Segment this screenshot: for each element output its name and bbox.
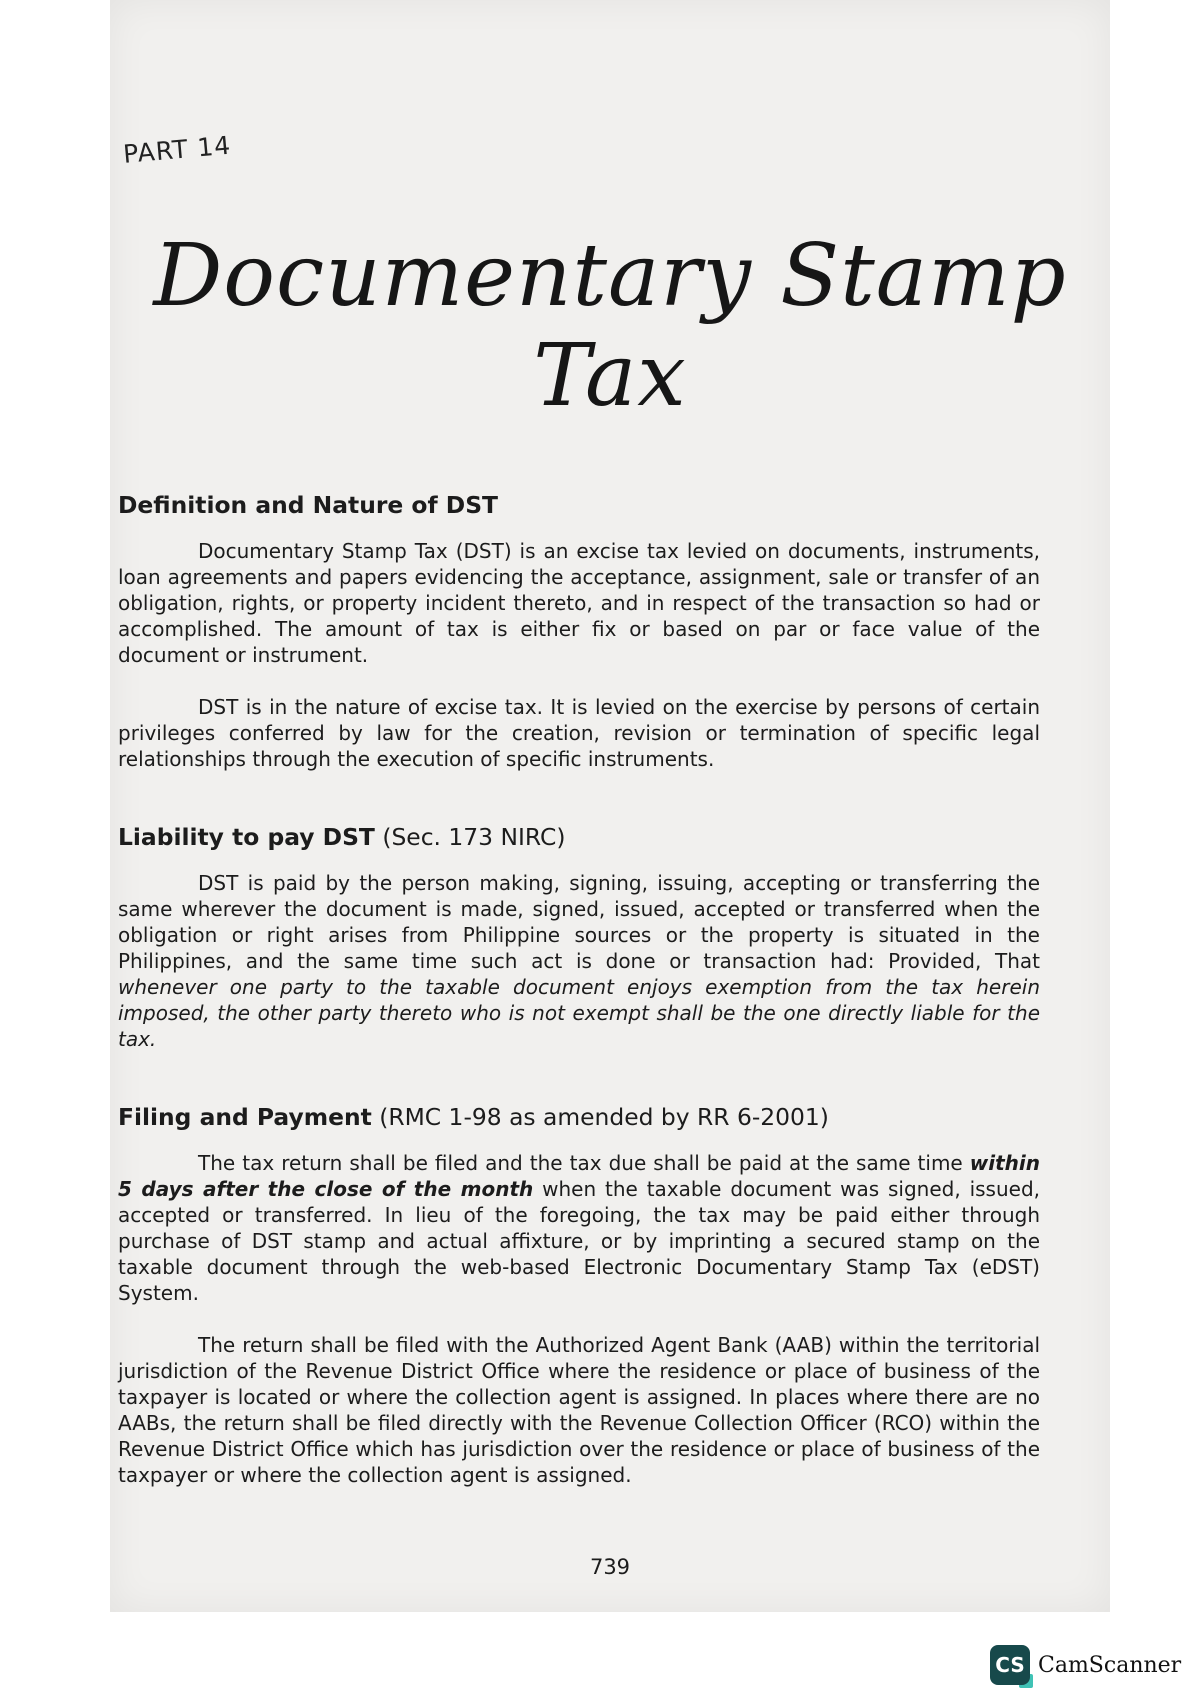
filing-deadline-emphasis: within 5 days after the close of the month (118, 1151, 1040, 1201)
section-heading-filing (118, 1104, 1040, 1130)
filing-text-before: The tax return shall be filed and the tax due shall be paid at the same time (198, 1151, 970, 1175)
section-heading-definition (118, 492, 1040, 518)
paragraph-nature: DST is in the nature of excise tax. It is levied on the exercise by persons of certain privileges conferred by law for the creation, revision or termination of specific legal relationships through the execution of specific instruments. (118, 695, 1040, 771)
camscanner-label: CamScanner (1038, 1652, 1182, 1678)
paragraph-liability (118, 870, 1040, 1052)
section-heading-text: Filing and Payment (118, 1103, 372, 1131)
part-label: PART 14 (122, 130, 233, 169)
section-heading-text: Liability to pay DST (118, 823, 375, 851)
liability-proviso-italic: whenever one party to the taxable document enjoys exemption from the tax herein imposed, the other party thereto who is not exempt shall be the one directly liable for the tax. (118, 975, 1040, 1051)
section-heading-ref: (Sec. 173 NIRC) (374, 823, 566, 851)
chapter-title: Documentary Stamp Tax (153, 226, 1067, 426)
page-content (118, 492, 1040, 1488)
filing-text-after: when the taxable document was signed, issued, accepted or transferred. In lieu of the foregoing, the tax may be paid either through purchase of DST stamp and actual affixture, or by imprinting a secured stamp on the taxable document through the web-based Electronic Documentary Stamp Tax (eDST) System. (118, 1177, 1040, 1305)
liability-text: DST is paid by the person making, signing, issuing, accepting or transferring the same wherever the document is made, signed, issued, accepted or transferred when the obligation or right arises from Philippine sources or the property is situated in the Philippines, and the same time such act is done or transaction had: Provided, That (118, 871, 1040, 973)
paragraph-filing-location: The return shall be filed with the Authorized Agent Bank (AAB) within the territorial jurisdiction of the Revenue District Office where the residence or place of business of the taxpayer is located or where the collection agent is assigned. In places where there are no AABs, the return shall be filed directly with the Revenue Collection Officer (RCO) within the Revenue District Office which has jurisdiction over the residence or place of business of the taxpayer or where the collection agent is assigned. (118, 1333, 1040, 1487)
paragraph-definition: Documentary Stamp Tax (DST) is an excise tax levied on documents, instruments, loan agreements and papers evidencing the acceptance, assignment, sale or transfer of an obligation, rights, or property incident thereto, and in respect of the transaction so had or accomplished. The amount of tax is either fix or based on par or face value of the document or instrument. (118, 539, 1040, 667)
camscanner-logo-icon: CS (990, 1645, 1030, 1685)
section-heading-ref: (RMC 1-98 as amended by RR 6-2001) (371, 1103, 829, 1131)
camscanner-watermark (990, 1645, 1181, 1685)
section-heading-liability (118, 824, 1040, 850)
page-number: 739 (589, 1555, 631, 1579)
paragraph-filing-deadline (118, 1150, 1040, 1306)
section-heading-text: Definition and Nature of DST (118, 491, 499, 519)
document-page (110, 0, 1110, 1612)
